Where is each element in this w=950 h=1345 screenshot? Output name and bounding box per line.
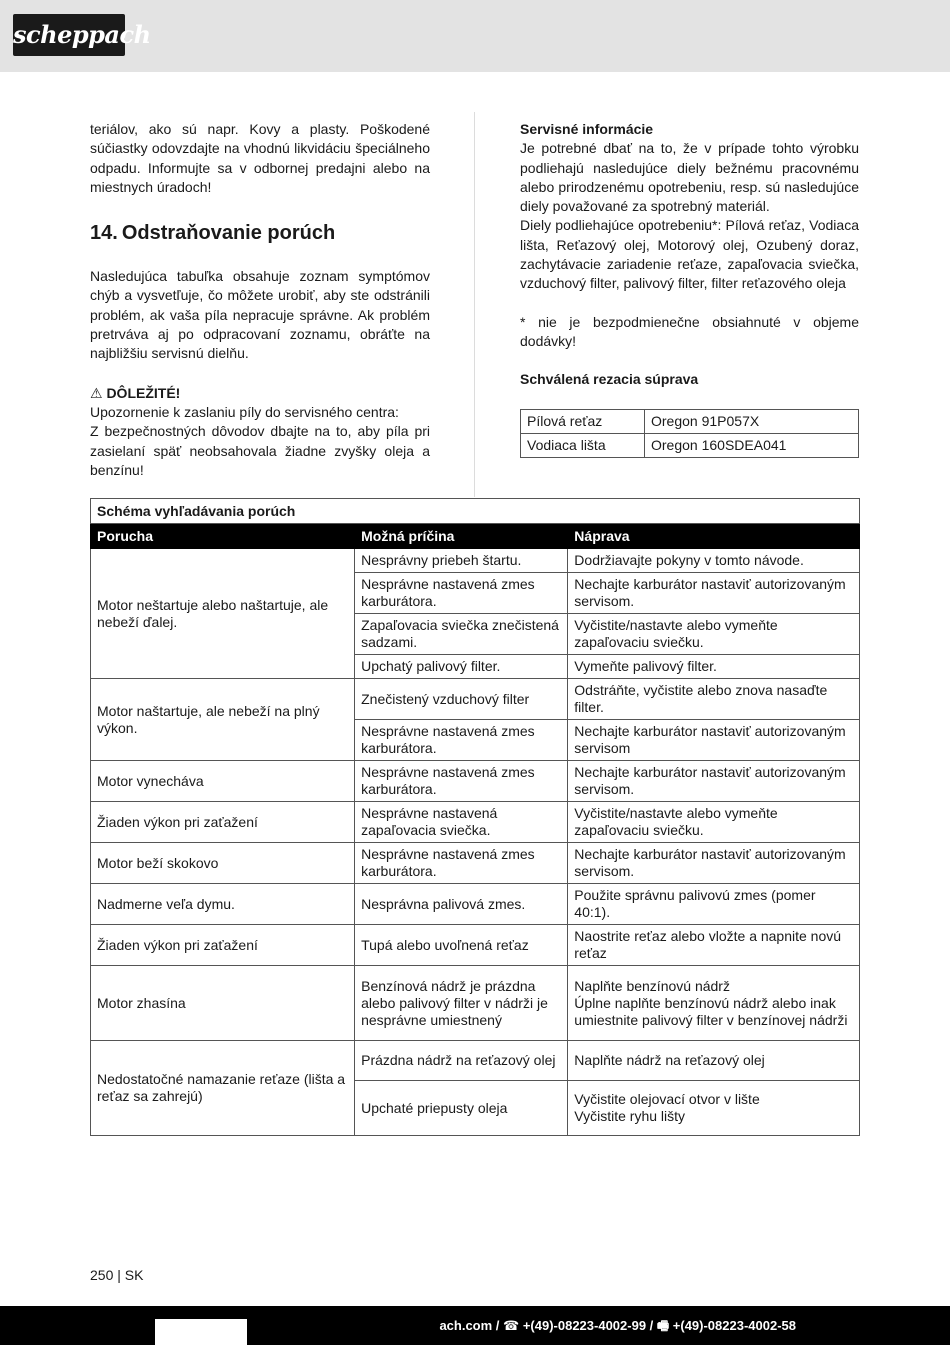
section-title: Odstraňovanie porúch xyxy=(121,222,336,245)
part-value: Oregon 160SDEA041 xyxy=(645,433,859,457)
table-row xyxy=(521,433,859,457)
fault-cell: Nadmerne veľa dymu. xyxy=(91,884,355,925)
table-caption: Schéma vyhľadávania porúch xyxy=(91,499,860,524)
page-footer xyxy=(0,1306,950,1345)
fault-cell: Nedostatočné namazanie reťaze (lišta a reťaz sa zahrejú) xyxy=(91,1041,355,1136)
fix-cell: Vyčistite/nastavte alebo vymeňte zapaľovaciu sviečku. xyxy=(568,614,860,655)
fix-cell xyxy=(568,1081,860,1136)
column-divider xyxy=(474,112,475,497)
approved-parts-table xyxy=(520,409,859,459)
fix-line: Úplne naplňte benzínovú nádrž alebo inak umiestnite palivový filter v benzínovej nádrži xyxy=(574,994,848,1028)
warning-line: Upozornenie k zaslaniu píly do servisného centra: xyxy=(90,403,399,420)
table-row xyxy=(91,802,860,843)
service-title: Servisné informácie xyxy=(520,121,654,137)
intro-paragraph: teriálov, ako sú napr. Kovy a plasty. Poškodené súčiastky odovzdajte na vhodnú likvidáciu špeciálneho odpadu. Informujte sa v odbornej predajni alebo na miestnych úradoch! xyxy=(90,121,430,195)
cause-cell: Prázdna nádrž na reťazový olej xyxy=(355,1041,568,1081)
fix-cell: Nechajte karburátor nastaviť autorizovaným servisom. xyxy=(568,573,860,614)
fix-cell: Vymeňte palivový filter. xyxy=(568,655,860,679)
fault-cell: Motor neštartuje alebo naštartuje, ale nebeží ďalej. xyxy=(91,549,355,679)
cause-cell: Nesprávne nastavená zmes karburátora. xyxy=(355,720,568,761)
right-column xyxy=(520,120,859,458)
cause-cell: Nesprávne nastavená zmes karburátora. xyxy=(355,761,568,802)
brand-logo: scheppach xyxy=(13,14,125,56)
page-header xyxy=(0,0,950,72)
warning-title: ⚠ DÔLEŽITÉ! xyxy=(90,384,181,401)
table-caption-row xyxy=(91,499,860,524)
table-row xyxy=(91,843,860,884)
fix-cell: Vyčistite/nastavte alebo vymeňte zapaľovaciu sviečku. xyxy=(568,802,860,843)
fix-line: Naplňte benzínovú nádrž xyxy=(574,977,730,994)
fix-cell xyxy=(568,966,860,1041)
cause-cell: Znečistený vzduchový filter xyxy=(355,679,568,720)
part-name: Pílová reťaz xyxy=(521,409,645,433)
fault-cell: Motor naštartuje, ale nebeží na plný výkon. xyxy=(91,679,355,761)
table-row xyxy=(91,925,860,966)
fix-cell: Dodržiavajte pokyny v tomto návode. xyxy=(568,549,860,573)
cause-cell: Upchaté priepusty oleja xyxy=(355,1081,568,1136)
cause-cell: Benzínová nádrž je prázdna alebo palivový filter v nádrži je nesprávne umiestnený xyxy=(355,966,568,1041)
header-fault: Porucha xyxy=(91,524,355,549)
fix-line: Vyčistite ryhu lišty xyxy=(574,1108,686,1124)
fault-cell: Motor beží skokovo xyxy=(91,843,355,884)
troubleshooting-table xyxy=(90,498,860,1136)
footer-cutout xyxy=(155,1319,247,1345)
part-value: Oregon 91P057X xyxy=(645,409,859,433)
fix-cell: Nechajte karburátor nastaviť autorizovaným servisom. xyxy=(568,843,860,884)
cause-cell: Nesprávne nastavená zapaľovacia sviečka. xyxy=(355,802,568,843)
section-heading xyxy=(90,221,430,245)
fix-cell: Odstráňte, vyčistite alebo znova nasaďte filter. xyxy=(568,679,860,720)
header-fix: Náprava xyxy=(568,524,860,549)
wear-parts: Diely podliehajúce opotrebeniu*: Pílová reťaz, Vodiaca lišta, Reťazový olej, Motorový olej, Ozubený doraz, zachytávacie zariadenie reťaze, zapaľovacia sviečka, vzduchový filter, palivový filter, filter reťazového oleja xyxy=(520,217,859,292)
fault-cell: Žiaden výkon pri zaťažení xyxy=(91,802,355,843)
cause-cell: Tupá alebo uvoľnená reťaz xyxy=(355,925,568,966)
table-row xyxy=(91,679,860,720)
footer-contact: ach.com / ☎ +(49)-08223-4002-99 / 🖷 +(49)-08223-4002-58 xyxy=(439,1318,796,1333)
approved-title: Schválená rezacia súprava xyxy=(520,371,699,388)
table-row xyxy=(91,884,860,925)
service-body: Je potrebné dbať na to, že v prípade tohto výrobku podliehajú nasledujúce diely bežnému pracovnému alebo prirodzenému opotrebeniu, resp. sú nasledujúce diely považované za spotrebný materiál. xyxy=(520,140,859,215)
table-row xyxy=(521,409,859,433)
cause-cell: Zapaľovacia sviečka znečistená sadzami. xyxy=(355,614,568,655)
table-row xyxy=(91,966,860,1041)
header-cause: Možná príčina xyxy=(355,524,568,549)
fault-cell: Motor zhasína xyxy=(91,966,355,1041)
fault-cell: Motor vynecháva xyxy=(91,761,355,802)
part-name: Vodiaca lišta xyxy=(521,433,645,457)
fix-cell: Naostrite reťaz alebo vložte a napnite novú reťaz xyxy=(568,925,860,966)
table-row xyxy=(91,761,860,802)
table-row xyxy=(91,549,860,573)
table-row xyxy=(91,1041,860,1081)
cause-cell: Nesprávne nastavená zmes karburátora. xyxy=(355,573,568,614)
warning-body: Z bezpečnostných dôvodov dbajte na to, aby píla pri zasielaní späť neobsahovala žiadne zvyšky oleja a benzínu! xyxy=(90,423,430,478)
fix-cell: Nechajte karburátor nastaviť autorizovaným servisom. xyxy=(568,761,860,802)
fix-line: Vyčistite olejovací otvor v lište xyxy=(574,1091,760,1107)
fix-cell: Nechajte karburátor nastaviť autorizovaným servisom xyxy=(568,720,860,761)
cause-cell: Nesprávne nastavená zmes karburátora. xyxy=(355,843,568,884)
cause-cell: Nesprávna palivová zmes. xyxy=(355,884,568,925)
fault-cell: Žiaden výkon pri zaťažení xyxy=(91,925,355,966)
section-body: Nasledujúca tabuľka obsahuje zoznam symptómov chýb a vysvetľuje, čo môžete urobiť, aby ste odstránili problém, ak vaša píla nepracuje správne. Ak problém pretrváva aj po odpracovaní zoznamu, obráťte na najbližšiu servisnú dielňu. xyxy=(90,268,430,362)
fix-cell: Použite správnu palivovú zmes (pomer 40:1). xyxy=(568,884,860,925)
footnote: * nie je bezpodmienečne obsiahnuté v objeme dodávky! xyxy=(520,313,859,349)
page-number: 250 | SK xyxy=(90,1267,144,1283)
cause-cell: Nesprávny priebeh štartu. xyxy=(355,549,568,573)
fix-cell: Naplňte nádrž na reťazový olej xyxy=(568,1041,860,1081)
left-column xyxy=(90,120,430,480)
table-header-row xyxy=(91,524,860,549)
section-number: 14. xyxy=(90,222,118,245)
cause-cell: Upchatý palivový filter. xyxy=(355,655,568,679)
